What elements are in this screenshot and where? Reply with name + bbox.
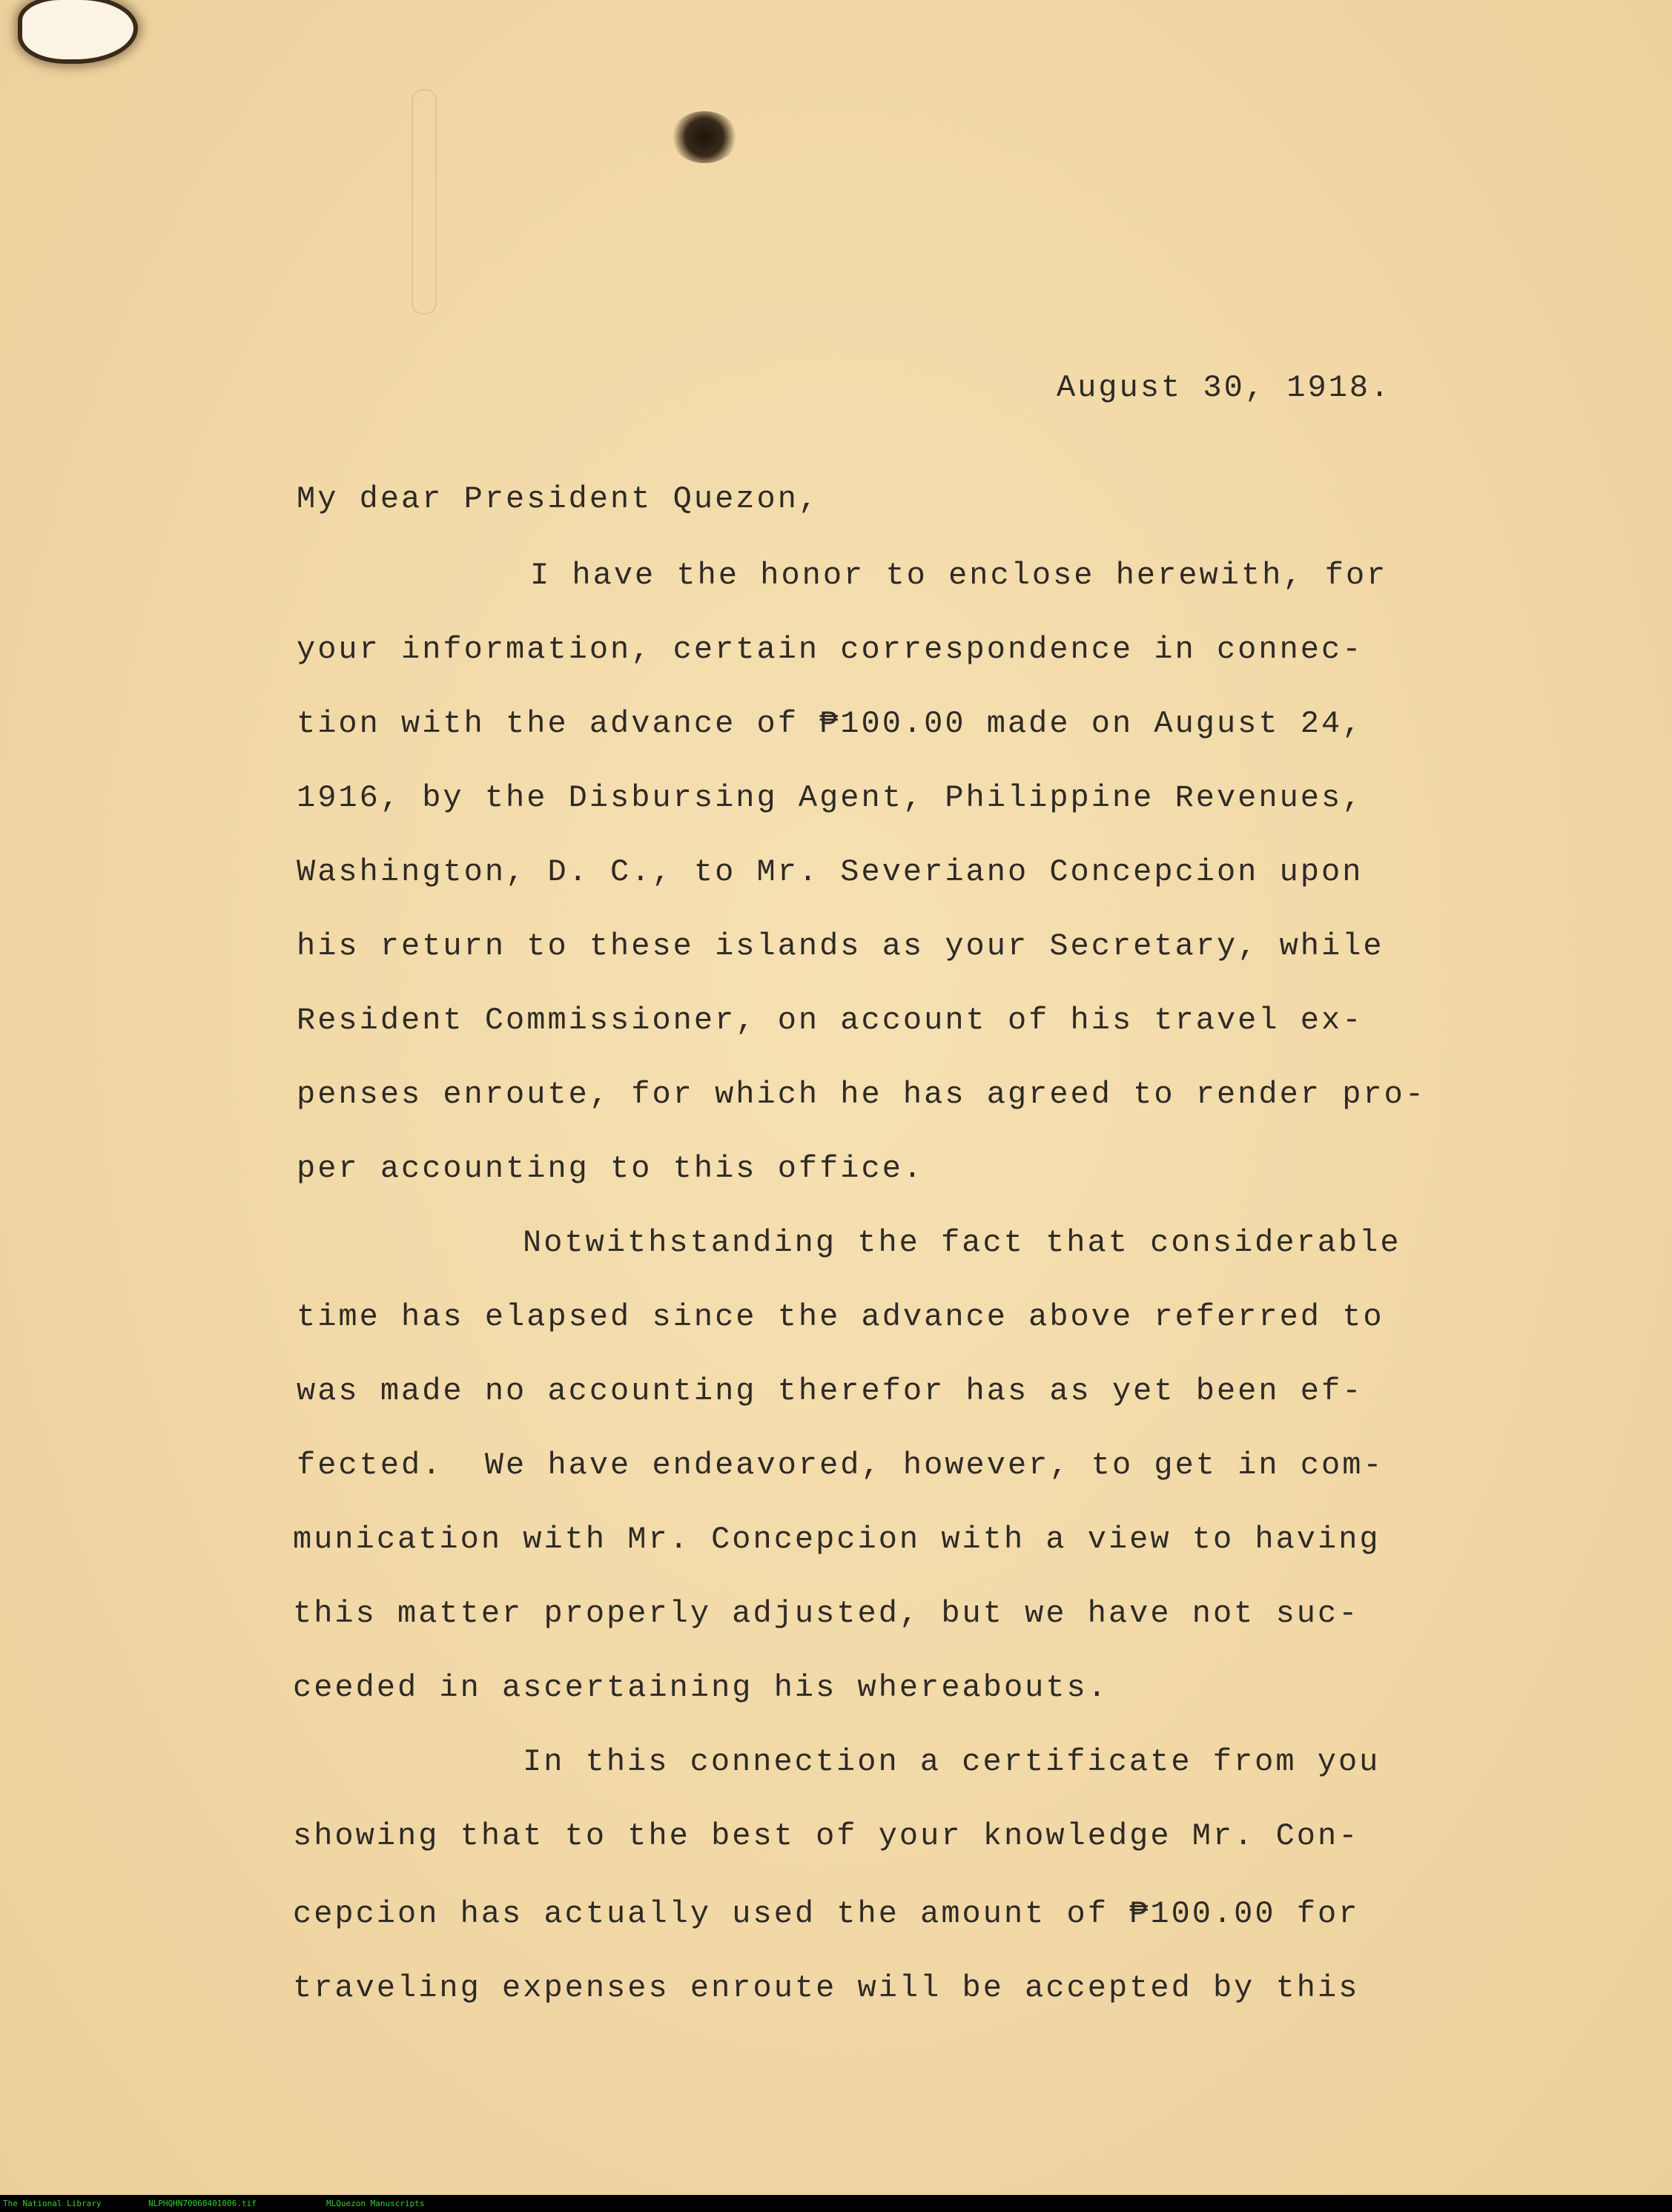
footer-collection: MLQuezon Manuscripts [326,2199,425,2208]
paragraph-1-line: Washington, D. C., to Mr. Severiano Concepcion upon [297,854,1364,890]
paragraph-1-line: tion with the advance of ₱100.00 made on August 24, [297,706,1364,742]
footer-institution: The National Library [3,2199,102,2208]
paragraph-1-line: his return to these islands as your Secretary, while [297,928,1384,964]
paragraph-3-line: showing that to the best of your knowledge Mr. Con- [293,1818,1360,1854]
paragraph-1-line: per accounting to this office. [297,1151,925,1186]
letter-date: August 30, 1918. [1057,370,1392,406]
paragraph-1-line: I have the honor to enclose herewith, for [530,558,1388,593]
paragraph-1-line: 1916, by the Disbursing Agent, Philippine Revenues, [297,780,1364,816]
salutation: My dear President Quezon, [297,481,820,517]
paragraph-2-line: Notwithstanding the fact that considerable [523,1225,1401,1261]
paragraph-2-line: this matter properly adjusted, but we have not suc- [293,1596,1360,1631]
footer-filename: NLPHQHN70060401006.tif [148,2199,257,2208]
archive-footer-bar [0,2195,1672,2212]
paragraph-2-line: time has elapsed since the advance above referred to [297,1299,1384,1335]
paragraph-3-line: In this connection a certificate from you [523,1744,1381,1780]
paragraph-2-line: munication with Mr. Concepcion with a view to having [293,1522,1381,1557]
paragraph-3-line: traveling expenses enroute will be accepted by this [293,1970,1360,2006]
paragraph-1-line: your information, certain correspondence in connec- [297,632,1364,667]
paragraph-1-line: Resident Commissioner, on account of his travel ex- [297,1003,1364,1038]
paragraph-3-line: cepcion has actually used the amount of ₱100.00 for [293,1896,1360,1932]
paragraph-2-line: fected. We have endeavored, however, to get in com- [297,1447,1384,1483]
paragraph-2-line: ceeded in ascertaining his whereabouts. [293,1670,1108,1706]
paragraph-1-line: penses enroute, for which he has agreed to render pro- [297,1077,1427,1112]
paragraph-2-line: was made no accounting therefor has as yet been ef- [297,1373,1364,1409]
